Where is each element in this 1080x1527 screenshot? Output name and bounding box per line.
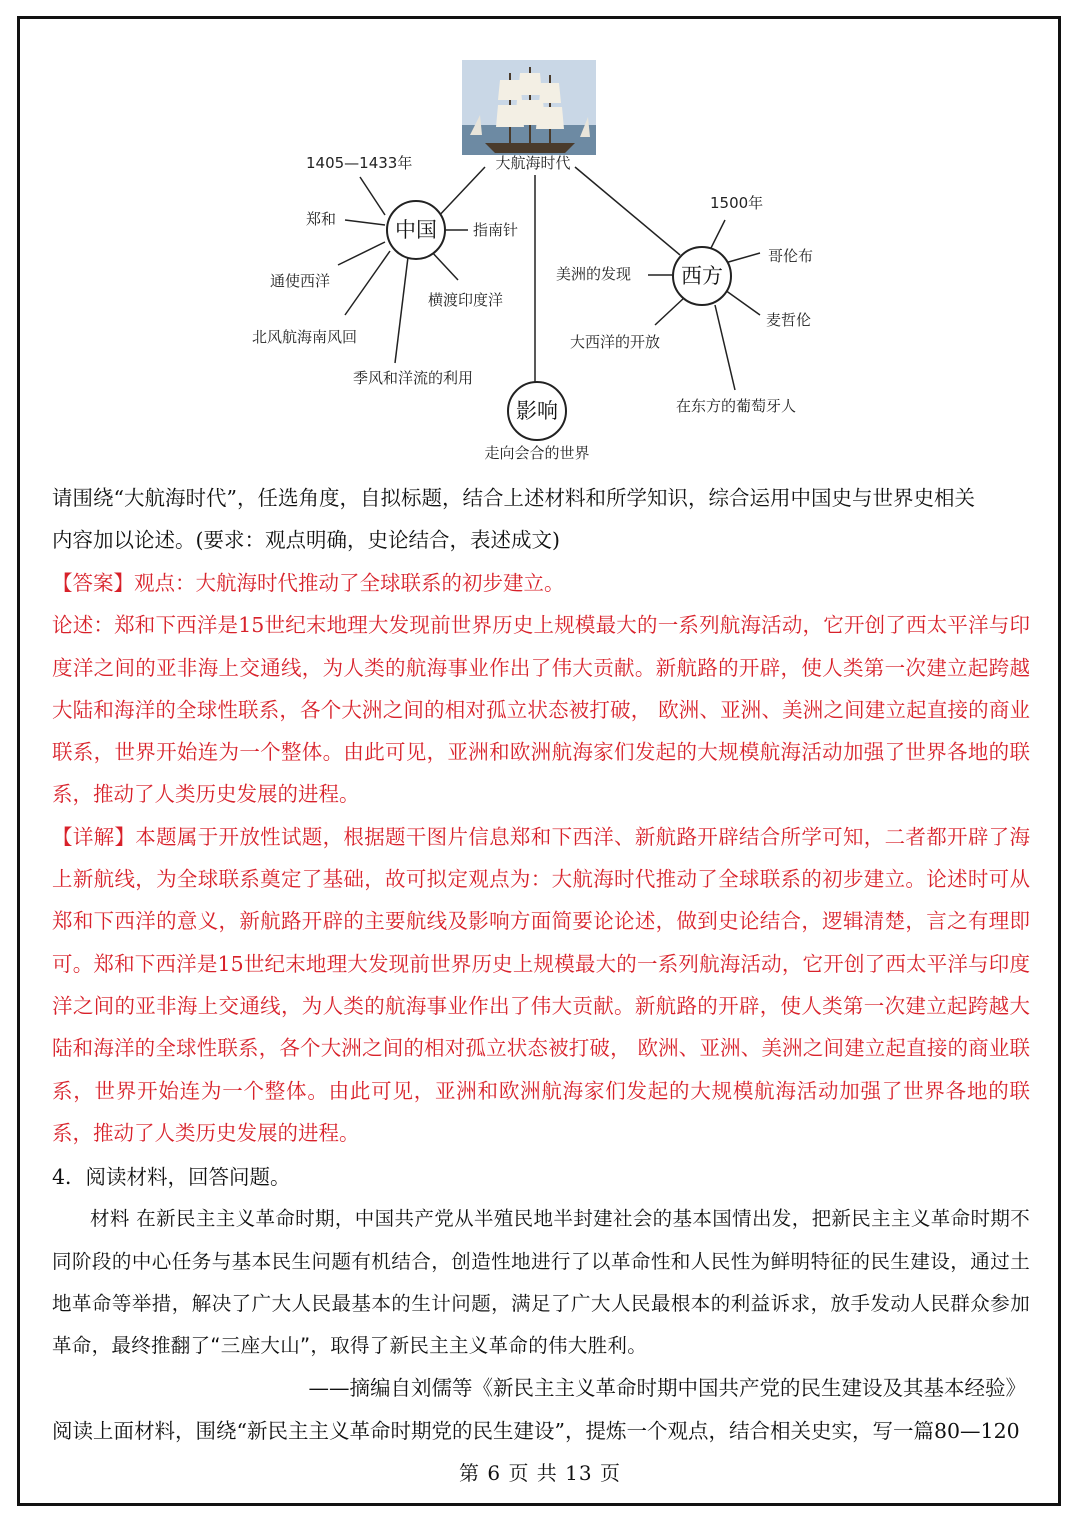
answer-detail: 【详解】本题属于开放性试题，根据题干图片信息郑和下西洋、新航路开辟结合所学可知，二者都开辟了海上新航线，为全球联系奠定了基础，故可拟定观点为：大航海时代推动了全球联系的初步建立。论述时可从郑和下西洋的意义，新航路开辟的主要航线及影响方面简要论论述，做到史论结合，逻辑清楚，言之有理即可。郑和下西洋是15世纪末地理大发现前世界历史上规模最大的一系列航海活动，它开创了西太平洋与印度洋之间的亚非海上交通线，为人类的航海事业作出了伟大贡献。新航路的开辟，使人类第一次建立起跨越大陆和海洋的全球性联系，各个大洲之间的相对孤立状态被打破， 欧洲、亚洲、美洲之间建立起直接的商业联系，世界开始连为一个整体。由此可见，亚洲和欧洲航海家们发起的大规模航海活动加强了世界各地的联系，推动了人类历史发展的进程。 — [52, 824, 1030, 1145]
china-date-label: 1405—1433年 — [306, 154, 413, 172]
question-3-prompt — [52, 477, 1030, 562]
china-wind-label: 北风航海南风回 — [252, 328, 358, 346]
china-tool-label: 指南针 — [473, 221, 519, 239]
age-of-exploration-diagram — [230, 55, 850, 475]
impact-result-label: 走向会合的世界 — [484, 444, 590, 462]
question-4-source: ——摘编自刘儒等《新民主主义革命时期中国共产党的民生建设及其基本经验》 — [308, 1376, 1026, 1401]
china-node-label: 中国 — [395, 218, 437, 242]
answer-viewpoint: 【答案】观点：大航海时代推动了全球联系的初步建立。 — [52, 571, 565, 595]
west-atlantic-label: 大西洋的开放 — [570, 333, 661, 351]
west-discovery-label: 美洲的发现 — [556, 265, 632, 283]
china-monsoon-label: 季风和洋流的利用 — [353, 369, 474, 387]
west-date-label: 1500年 — [710, 194, 764, 212]
question-line-2: 内容加以论述。(要求：观点明确，史论结合，表述成文) — [52, 528, 560, 553]
west-portuguese-label: 在东方的葡萄牙人 — [676, 397, 797, 415]
sailing-ship-image — [462, 60, 596, 155]
west-columbus-label: 哥伦布 — [768, 247, 814, 265]
mind-map — [230, 55, 850, 475]
china-event-label: 通使西洋 — [270, 272, 331, 290]
question-line-1: 请围绕“大航海时代”，任选角度，自拟标题，结合上述材料和所学知识，综合运用中国史与世界史相关 — [52, 486, 975, 510]
china-route-label: 横渡印度洋 — [428, 291, 504, 309]
answer-argument: 论述：郑和下西洋是15世纪末地理大发现前世界历史上规模最大的一系列航海活动，它开创了西太平洋与印度洋之间的亚非海上交通线，为人类的航海事业作出了伟大贡献。新航路的开辟，使人类第一次建立起跨越大陆和海洋的全球性联系，各个大洲之间的相对孤立状态被打破， 欧洲、亚洲、美洲之间建立起直接的商业联系，世界开始连为一个整体。由此可见，亚洲和欧洲航海家们发起的大规模航海活动加强了世界各地的联系，推动了人类历史发展的进程。 — [52, 613, 1030, 807]
china-person-label: 郑和 — [306, 210, 337, 228]
west-node-label: 西方 — [681, 264, 723, 288]
center-label: 大航海时代 — [495, 154, 571, 172]
question-4-prompt: 阅读上面材料，围绕“新民主主义革命时期党的民生建设”，提炼一个观点，结合相关史实，写一篇80—120 — [52, 1418, 1020, 1443]
impact-node-label: 影响 — [516, 399, 558, 423]
question-4-title: 4．阅读材料，回答问题。 — [52, 1165, 291, 1189]
question-4 — [52, 1156, 1030, 1452]
question-4-material: 材料 在新民主主义革命时期，中国共产党从半殖民地半封建社会的基本国情出发，把新民主主义革命时期不同阶段的中心任务与基本民生问题有机结合，创造性地进行了以革命性和人民性为鲜明特征的民生建设，通过土地革命等举措，解决了广大人民最基本的生计问题，满足了广大人民最根本的利益诉求，放手发动人民群众参加革命，最终推翻了“三座大山”，取得了新民主主义革命的伟大胜利。 — [52, 1207, 1030, 1358]
page-number: 第 6 页 共 13 页 — [459, 1461, 621, 1485]
answer-section — [52, 562, 1030, 1154]
west-magellan-label: 麦哲伦 — [766, 311, 812, 329]
